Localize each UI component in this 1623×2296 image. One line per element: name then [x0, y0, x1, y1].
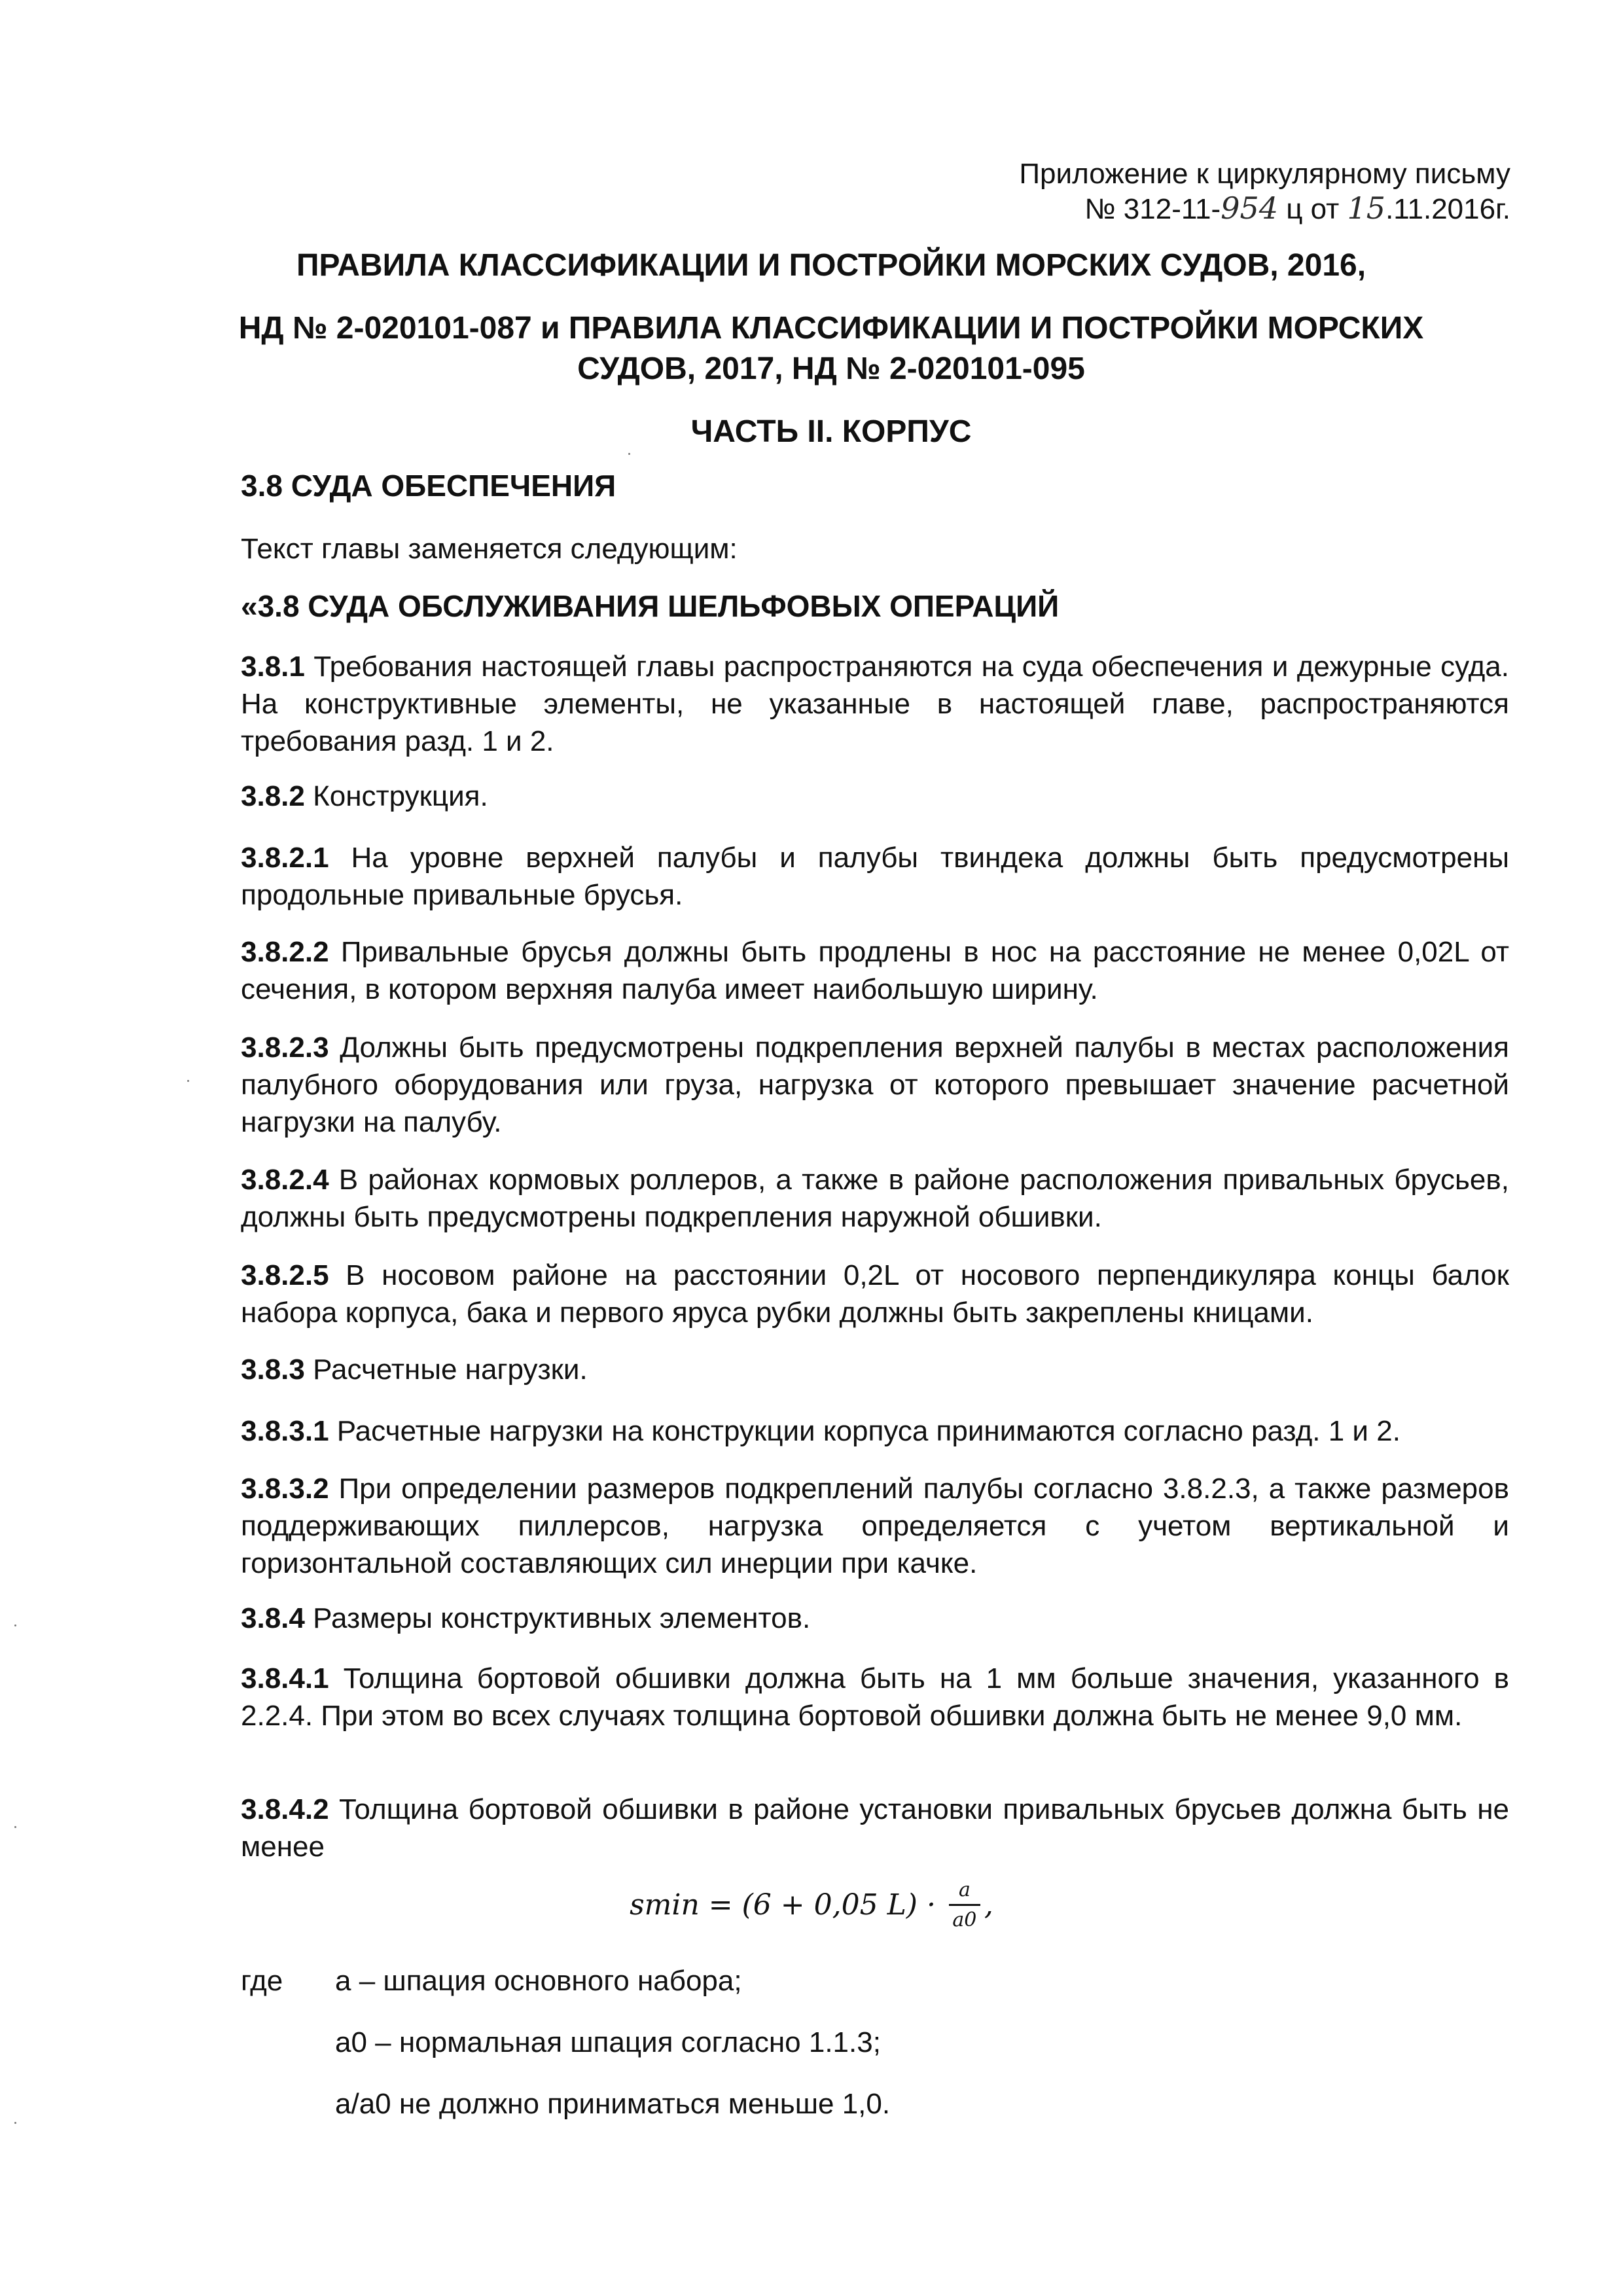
paragraph-3-8-4-1 — [241, 1660, 1509, 1734]
circular-mid: ц от — [1278, 193, 1347, 225]
paragraph-text: Должны быть предусмотрены подкрепления верхней палубы в местах расположения палубного оборудования или груза, нагрузка от которого превышает значение расчетной нагрузки на палубу. — [241, 1031, 1509, 1138]
legend-item: a0 – нормальная шпация согласно 1.1.3; — [335, 2026, 881, 2058]
circular-prefix: № 312-11- — [1084, 193, 1221, 225]
scan-speck — [14, 1826, 16, 1828]
paragraph-3-8-3-2 — [241, 1470, 1509, 1582]
part-title: ЧАСТЬ II. КОРПУС — [690, 414, 972, 449]
paragraph-3-8-4 — [241, 1600, 1509, 1637]
circular-suffix: .11.2016г. — [1385, 193, 1510, 225]
paragraph-3-8-2 — [241, 778, 1509, 815]
handwritten-day: 15 — [1347, 190, 1386, 226]
paragraph-number: 3.8.1 — [241, 651, 305, 683]
scan-speck — [14, 1624, 16, 1626]
paragraph-number: 3.8.2.4 — [241, 1164, 329, 1196]
paragraph-number: 3.8.4.2 — [241, 1793, 329, 1825]
section-intro: Текст главы заменяется следующим: — [241, 533, 738, 565]
formula-fraction — [949, 1878, 980, 1931]
paragraph-text: Расчетные нагрузки. — [304, 1354, 588, 1386]
paragraph-text: Толщина бортовой обшивки в районе установки привальных брусьев должна быть не менее — [241, 1793, 1509, 1863]
fraction-denominator: a0 — [952, 1909, 977, 1931]
paragraph-3-8-3 — [241, 1351, 1509, 1388]
paragraph-text: Требования настоящей главы распространяются на суда обеспечения и дежурные суда. На конструктивные элементы, не указанные в настоящей главе, распространяются требования разд. 1 и 2. — [241, 651, 1509, 757]
legend-label: где — [241, 1965, 283, 1997]
document-title-2a: НД № 2-020101-087 и ПРАВИЛА КЛАССИФИКАЦИИ И ПОСТРОЙКИ МОРСКИХ — [238, 311, 1424, 346]
paragraph-text: В носовом районе на расстоянии 0,2L от носового перпендикуляра концы балок набора корпуса, бака и первого яруса рубки должны быть закреплены кницами. — [241, 1259, 1509, 1329]
scan-speck — [628, 453, 630, 455]
formula-expression: = (6 + 0,05 L) · — [699, 1888, 945, 1922]
paragraph-3-8-1 — [241, 648, 1509, 760]
paragraph-number: 3.8.4 — [241, 1602, 305, 1634]
appendix-line: Приложение к циркулярному письму — [1019, 158, 1510, 190]
paragraph-text: Расчетные нагрузки на конструкции корпуса принимаются согласно разд. 1 и 2. — [329, 1415, 1400, 1447]
paragraph-number: 3.8.2.2 — [241, 936, 329, 968]
legend-item: a/a0 не должно приниматься меньше 1,0. — [335, 2088, 891, 2120]
document-title-2b: СУДОВ, 2017, НД № 2-020101-095 — [577, 351, 1085, 386]
scan-speck — [14, 2122, 16, 2124]
circular-reference — [1084, 190, 1510, 228]
paragraph-number: 3.8.2.1 — [241, 842, 329, 874]
new-section-heading: «3.8 СУДА ОБСЛУЖИВАНИЯ ШЕЛЬФОВЫХ ОПЕРАЦИЙ — [241, 589, 1060, 623]
paragraph-text: При определении размеров подкреплений палубы согласно 3.8.2.3, а также размеров поддерживающих пиллерсов, нагрузка определяется с учетом вертикальной и горизонтальной составляющих сил инерции при качке. — [241, 1473, 1509, 1579]
paragraph-number: 3.8.3 — [241, 1354, 305, 1386]
formula-lhs: smin — [630, 1888, 700, 1922]
paragraph-text: Толщина бортовой обшивки должна быть на 1 мм больше значения, указанного в 2.2.4. При этом во всех случаях толщина бортовой обшивки должна быть не менее 9,0 мм. — [241, 1662, 1509, 1732]
paragraph-3-8-3-1 — [241, 1412, 1509, 1450]
paragraph-text: Конструкция. — [304, 780, 488, 812]
fraction-numerator: a — [958, 1878, 971, 1901]
paragraph-text: Размеры конструктивных элементов. — [304, 1602, 811, 1634]
paragraph-text: На уровне верхней палубы и палубы твиндека должны быть предусмотрены продольные привальные брусья. — [241, 842, 1509, 911]
paragraph-number: 3.8.3.1 — [241, 1415, 329, 1447]
paragraph-text: В районах кормовых роллеров, а также в районе расположения привальных брусьев, должны быть предусмотрены подкрепления наружной обшивки. — [241, 1164, 1509, 1233]
paragraph-number: 3.8.2 — [241, 780, 305, 812]
section-heading: 3.8 СУДА ОБЕСПЕЧЕНИЯ — [241, 469, 616, 503]
paragraph-3-8-2-4 — [241, 1161, 1509, 1236]
paragraph-3-8-2-3 — [241, 1029, 1509, 1141]
document-title-1: ПРАВИЛА КЛАССИФИКАЦИИ И ПОСТРОЙКИ МОРСКИХ СУДОВ, 2016, — [296, 248, 1366, 283]
paragraph-3-8-2-1 — [241, 839, 1509, 914]
scan-speck — [187, 1080, 189, 1082]
paragraph-number: 3.8.2.3 — [241, 1031, 329, 1064]
paragraph-number: 3.8.4.1 — [241, 1662, 329, 1695]
paragraph-3-8-4-2 — [241, 1791, 1509, 1865]
min-thickness-formula — [0, 1878, 1623, 1964]
formula-tail: , — [984, 1888, 993, 1922]
fraction-bar — [949, 1904, 980, 1906]
paragraph-text: Привальные брусья должны быть продлены в нос на расстояние не менее 0,02L от сечения, в котором верхняя палуба имеет наибольшую ширину. — [241, 936, 1509, 1005]
paragraph-number: 3.8.2.5 — [241, 1259, 329, 1291]
paragraph-3-8-2-5 — [241, 1257, 1509, 1331]
handwritten-number: 954 — [1221, 190, 1278, 226]
paragraph-3-8-2-2 — [241, 933, 1509, 1008]
paragraph-number: 3.8.3.2 — [241, 1473, 329, 1505]
legend-item: a – шпация основного набора; — [335, 1965, 742, 1997]
